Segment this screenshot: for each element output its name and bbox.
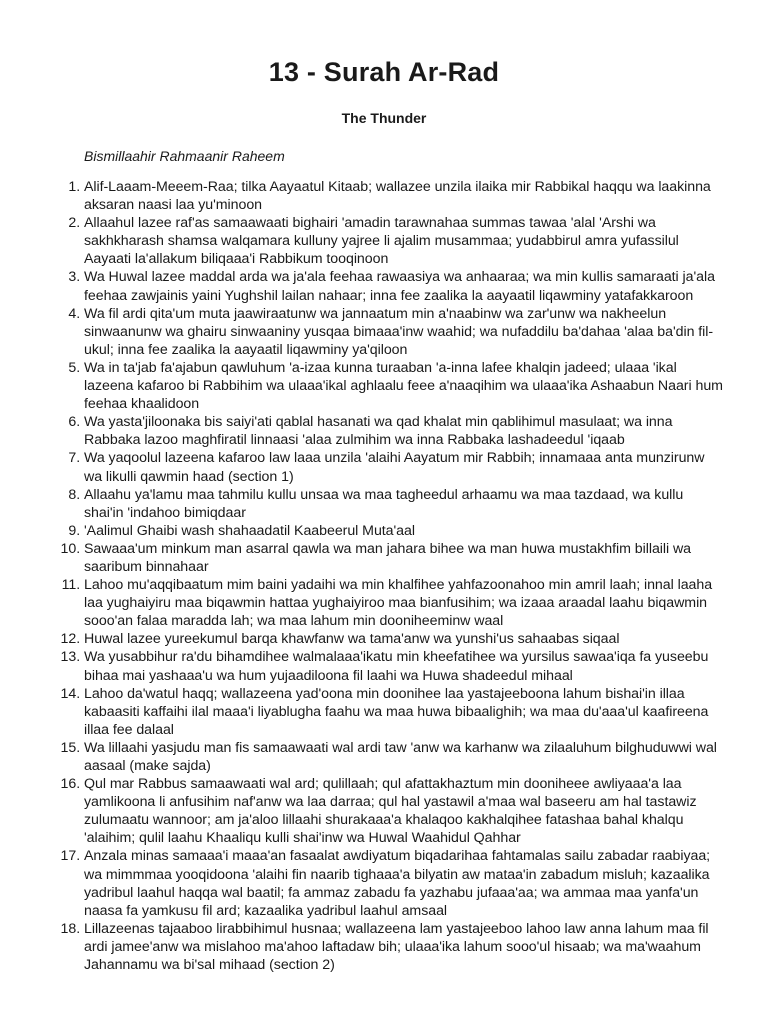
bismillah-line: Bismillaahir Rahmaanir Raheem	[84, 148, 285, 164]
verse-item: 2. Allaahul lazee raf'as samaawaati bighairi 'amadin tarawnahaa summas tawaa 'alal 'Arshi wa sakhkharash shamsa walqamara kulluny yajree li ajalim musammaa; yudabbirul amra yufassilul Aayaati la'allakum biliqaaa'i Rabbikum tooqinoon	[84, 214, 724, 268]
verse-item: 6. Wa yasta'jiloonaka bis saiyi'ati qablal hasanati wa qad khalat min qablihimul masulaat; wa inna Rabbaka lazoo maghfiratil linnaasi 'alaa zulmihim wa inna Rabbaka lashadeedul 'iqaab	[84, 413, 724, 449]
verse-item: 14. Lahoo da'watul haqq; wallazeena yad'oona min doonihee laa yastajeeboona lahum bishai'in illaa kabaasiti kaffaihi ilal maaa'i liyablugha faahu wa maa huwa bibaalighih; wa maa du'aaa'ul kaafireena illaa fee dalaal	[84, 685, 724, 739]
verse-item: 16. Qul mar Rabbus samaawaati wal ard; qulillaah; qul afattakhaztum min dooniheee awliyaaa'a laa yamlikoona li anfusihim naf'anw wa laa darraa; qul hal yastawil a'maa wal baseeru am hal tastawiz zulumaatu wannoor; am ja'aloo lillaahi shurakaaa'a khalaqoo kakhalqihee fatashaa bahal khalqu 'alaihim; qulil laahu Khaaliqu kulli shai'inw wa Huwal Waahidul Qahhar	[84, 775, 724, 847]
verse-item: 8. Allaahu ya'lamu maa tahmilu kullu unsaa wa maa tagheedul arhaamu wa maa tazdaad, wa kullu shai'in 'indahoo bimiqdaar	[84, 486, 724, 522]
verse-item: 13. Wa yusabbihur ra'du bihamdihee walmalaaa'ikatu min kheefatihee wa yursilus sawaa'iqa fa yuseebu bihaa mai yashaaa'u wa hum yujaadiloona fil laahi wa Huwa shadeedul mihaal	[84, 648, 724, 684]
verse-item: 3. Wa Huwal lazee maddal arda wa ja'ala feehaa rawaasiya wa anhaaraa; wa min kullis samaraati ja'ala feehaa zawjainis yaini Yughshil lailan nahaar; inna fee zaalika la aayaatil liqawminy yatafakkaroon	[84, 268, 724, 304]
verse-item: 17. Anzala minas samaaa'i maaa'an fasaalat awdiyatum biqadarihaa fahtamalas sailu zabadar raabiyaa; wa mimmmaa yooqidoona 'alaihi fin naarib tighaaa'a bilyatin aw mataa'in zabadum misluh; kazaalika yadribul laahul haqqa wal baatil; fa ammaz zabadu fa yazhabu jufaaa'aa; wa ammaa maa yanfa'un naasa fa yamkusu fil ard; kazaalika yadribul laahul amsaal	[84, 847, 724, 919]
verse-item: 10. Sawaaa'um minkum man asarral qawla wa man jahara bihee wa man huwa mustakhfim billaili wa saaribum binnahaar	[84, 540, 724, 576]
verse-item: 9. 'Aalimul Ghaibi wash shahaadatil Kaabeerul Muta'aal	[84, 522, 724, 540]
page-title: 13 - Surah Ar-Rad	[268, 57, 500, 87]
verse-item: 18. Lillazeenas tajaaboo lirabbihimul husnaa; wallazeena lam yastajeeboo lahoo law anna lahum maa fil ardi jamee'anw wa mislahoo ma'ahoo laftadaw bih; ulaaa'ika lahum sooo'ul hisaab; wa ma'waahum Jahannamu wa bi'sal mihaad (section 2)	[84, 920, 724, 974]
verse-item: 1. Alif-Laaam-Meeem-Raa; tilka Aayaatul Kitaab; wallazee unzila ilaika mir Rabbikal haqqu wa laakinna aksaran naasi laa yu'minoon	[84, 178, 724, 214]
verse-list	[44, 178, 724, 974]
page-subtitle: The Thunder	[341, 110, 427, 126]
verse-item: 15. Wa lillaahi yasjudu man fis samaawaati wal ardi taw 'anw wa karhanw wa zilaaluhum bilghuduwwi wal aasaal (make sajda)	[84, 739, 724, 775]
verse-item: 12. Huwal lazee yureekumul barqa khawfanw wa tama'anw wa yunshi'us sahaabas siqaal	[84, 630, 724, 648]
verse-item: 11. Lahoo mu'aqqibaatum mim baini yadaihi wa min khalfihee yahfazoonahoo min amril laah; innal laaha laa yughaiyiru maa biqawmin hattaa yughaiyiroo maa bianfusihim; wa izaaa araadal laahu biqawmin sooo'an falaa maradda lah; wa maa lahum min dooniheeminw waal	[84, 576, 724, 630]
verse-item: 5. Wa in ta'jab fa'ajabun qawluhum 'a-izaa kunna turaaban 'a-inna lafee khalqin jadeed; ulaaa 'ikal lazeena kafaroo bi Rabbihim wa ulaaa'ikal aghlaalu feee a'naaqihim wa ulaaa'ika Ashaabun Naari hum feehaa khaalidoon	[84, 359, 724, 413]
verse-item: 7. Wa yaqoolul lazeena kafaroo law laaa unzila 'alaihi Aayatum mir Rabbih; innamaaa anta munzirunw wa likulli qawmin haad (section 1)	[84, 449, 724, 485]
verse-item: 4. Wa fil ardi qita'um muta jaawiraatunw wa jannaatum min a'naabinw wa zar'unw wa nakheelun sinwaanunw wa ghairu sinwaaniny yusqaa bimaaa'inw waahid; wa nufaddilu ba'dahaa 'alaa ba'din fil-ukul; inna fee zaalika la aayaatil liqawminy ya'qiloon	[84, 305, 724, 359]
